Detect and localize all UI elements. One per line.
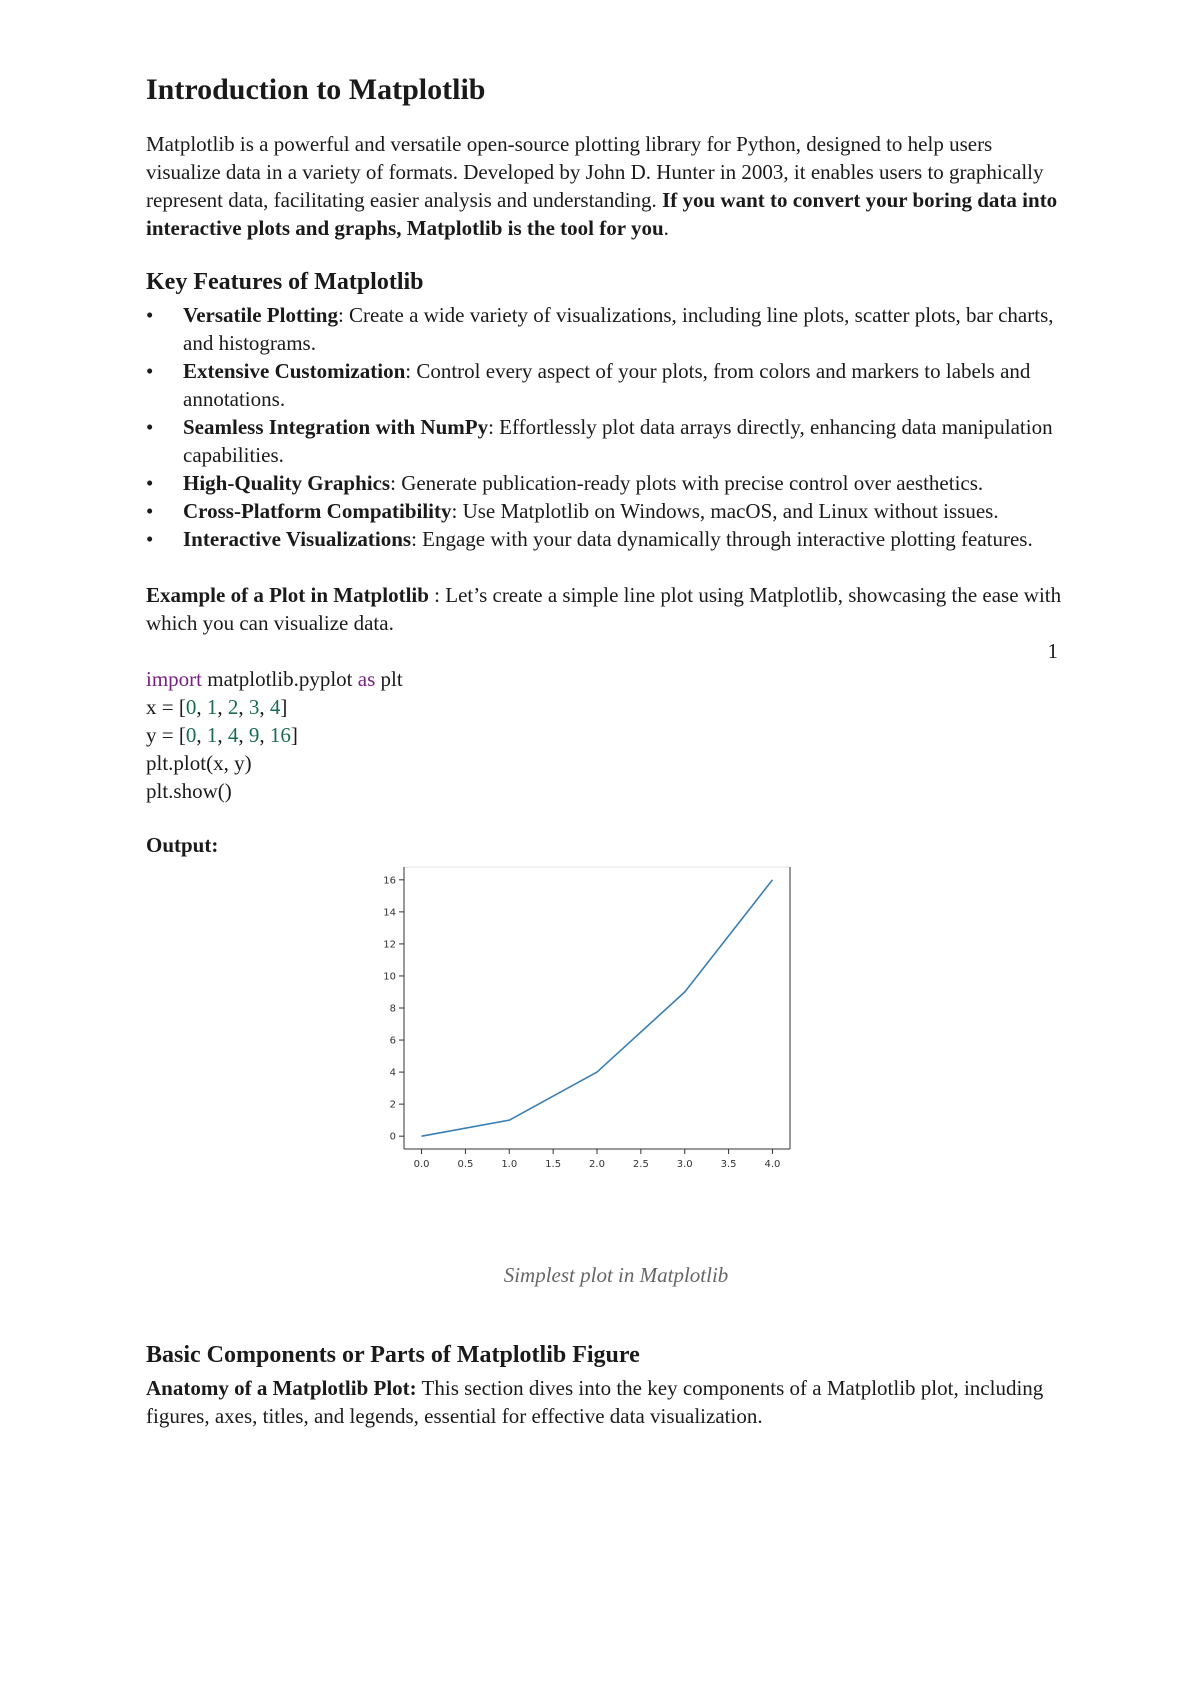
- figure-caption: Simplest plot in Matplotlib: [503, 1262, 729, 1287]
- code-separator: ,: [238, 722, 249, 747]
- feature-desc: : Generate publication-ready plots with precise control over aesthetics.: [390, 470, 984, 495]
- components-bold-text: Anatomy of a Matplotlib Plot:: [146, 1375, 417, 1400]
- code-number: 9: [248, 722, 260, 747]
- bullet-icon: •: [146, 302, 154, 327]
- code-line: plt.show(): [146, 778, 232, 803]
- code-separator: ,: [259, 722, 270, 747]
- code-number: 1: [206, 694, 218, 719]
- x-tick-label: 0.5: [457, 1158, 474, 1170]
- components-heading: Basic Components or Parts of Matplotlib Figure: [146, 1341, 640, 1368]
- x-tick-label: 1.5: [545, 1158, 562, 1170]
- bullet-icon: •: [146, 498, 154, 523]
- code-text: plt: [375, 666, 403, 691]
- plot-background: [366, 859, 806, 1229]
- code-block: [146, 665, 1066, 805]
- x-tick-label: 2.0: [589, 1158, 605, 1170]
- feature-term: Seamless Integration with NumPy: [183, 414, 489, 439]
- y-tick-label: 2: [389, 1099, 396, 1111]
- line-number: 1: [1047, 638, 1058, 663]
- y-tick-label: 8: [389, 1003, 396, 1015]
- intro-text: Matplotlib is a powerful and versatile open-source plotting library for Python, designed to help users visualize data in a variety of formats. Developed by John D. Hunter in 2003, it enables users to graphically represent data, facilitating easier analysis and understanding.: [146, 132, 1044, 212]
- code-text: y = [: [146, 722, 186, 747]
- feature-desc: : Use Matplotlib on Windows, macOS, and Linux without issues.: [451, 498, 999, 523]
- code-text: ]: [280, 694, 288, 719]
- chart-figure: [146, 859, 1066, 1259]
- feature-term: High-Quality Graphics: [183, 470, 391, 495]
- intro-paragraph: [146, 130, 1066, 242]
- y-tick-label: 4: [389, 1067, 396, 1079]
- output-label: Output:: [146, 832, 219, 857]
- x-tick-label: 1.0: [501, 1158, 518, 1170]
- code-line: [146, 665, 1066, 693]
- bullet-icon: •: [146, 526, 154, 551]
- feature-term: Versatile Plotting: [183, 302, 338, 327]
- x-tick-label: 2.5: [632, 1158, 649, 1170]
- feature-term: Extensive Customization: [183, 358, 406, 383]
- code-text: ]: [290, 722, 298, 747]
- list-item: [146, 469, 1066, 497]
- code-number: 0: [185, 694, 197, 719]
- code-number: 1: [206, 722, 218, 747]
- code-separator: ,: [217, 722, 228, 747]
- features-heading: Key Features of Matplotlib: [146, 269, 424, 295]
- code-line: [146, 693, 1066, 721]
- code-separator: ,: [196, 694, 207, 719]
- list-item: [146, 357, 1066, 413]
- feature-desc: : Control every aspect of your plots, from colors and markers to labels and annotations.: [183, 358, 1031, 411]
- x-tick-label: 0.0: [413, 1158, 430, 1170]
- code-separator: ,: [259, 694, 270, 719]
- bullet-icon: •: [146, 358, 154, 383]
- feature-term: Interactive Visualizations: [183, 526, 412, 551]
- example-bold-text: Example of a Plot in Matplotlib: [146, 582, 429, 607]
- bullet-icon: •: [146, 470, 154, 495]
- features-list: [146, 301, 1066, 553]
- code-number: 4: [269, 694, 281, 719]
- x-tick-label: 4.0: [764, 1158, 781, 1170]
- intro-bold-text: If you want to convert your boring data into interactive plots and graphs, Matplotlib is the tool for you: [146, 188, 1058, 240]
- code-number: 4: [227, 722, 239, 747]
- line-chart: [366, 859, 806, 1229]
- code-number: 2: [227, 694, 239, 719]
- y-tick-label: 12: [383, 939, 396, 951]
- y-tick-label: 14: [383, 907, 396, 919]
- code-keyword: import: [146, 666, 202, 691]
- list-item: [146, 301, 1066, 357]
- components-section: [146, 1341, 1066, 1430]
- feature-term: Cross-Platform Compatibility: [183, 498, 452, 523]
- components-text: This section dives into the key components of a Matplotlib plot, including figures, axes, titles, and legends, essential for effective data visualization.: [146, 1375, 1044, 1428]
- list-item: [146, 497, 1066, 525]
- code-separator: ,: [238, 694, 249, 719]
- list-item: [146, 413, 1066, 469]
- page-title: Introduction to Matplotlib: [146, 73, 486, 106]
- code-text: matplotlib.pyplot: [202, 666, 358, 691]
- code-number: 0: [185, 722, 197, 747]
- code-line: [146, 721, 1066, 749]
- list-item: [146, 525, 1066, 553]
- code-number: 3: [248, 694, 260, 719]
- y-tick-label: 16: [383, 875, 396, 887]
- intro-tail: .: [663, 216, 669, 240]
- y-tick-label: 6: [389, 1035, 396, 1047]
- x-tick-label: 3.0: [676, 1158, 693, 1170]
- x-tick-label: 3.5: [720, 1158, 737, 1170]
- y-tick-label: 10: [383, 971, 396, 983]
- y-tick-label: 0: [389, 1131, 396, 1143]
- code-text: x = [: [146, 694, 186, 719]
- document-page: [146, 60, 1066, 1430]
- code-keyword: as: [357, 666, 376, 691]
- components-paragraph: [146, 1374, 1066, 1430]
- code-line: plt.plot(x, y): [146, 750, 252, 775]
- bullet-icon: •: [146, 414, 154, 439]
- feature-desc: : Effortlessly plot data arrays directly, enhancing data manipulation capabilities.: [183, 414, 1053, 467]
- example-paragraph: [146, 581, 1066, 637]
- example-text: : Let’s create a simple line plot using Matplotlib, showcasing the ease with which you can visualize data.: [146, 582, 1062, 635]
- code-number: 16: [269, 722, 291, 747]
- feature-desc: : Engage with your data dynamically through interactive plotting features.: [411, 526, 1033, 551]
- feature-desc: : Create a wide variety of visualizations, including line plots, scatter plots, bar charts, and histograms.: [183, 302, 1054, 355]
- code-separator: ,: [196, 722, 207, 747]
- code-separator: ,: [217, 694, 228, 719]
